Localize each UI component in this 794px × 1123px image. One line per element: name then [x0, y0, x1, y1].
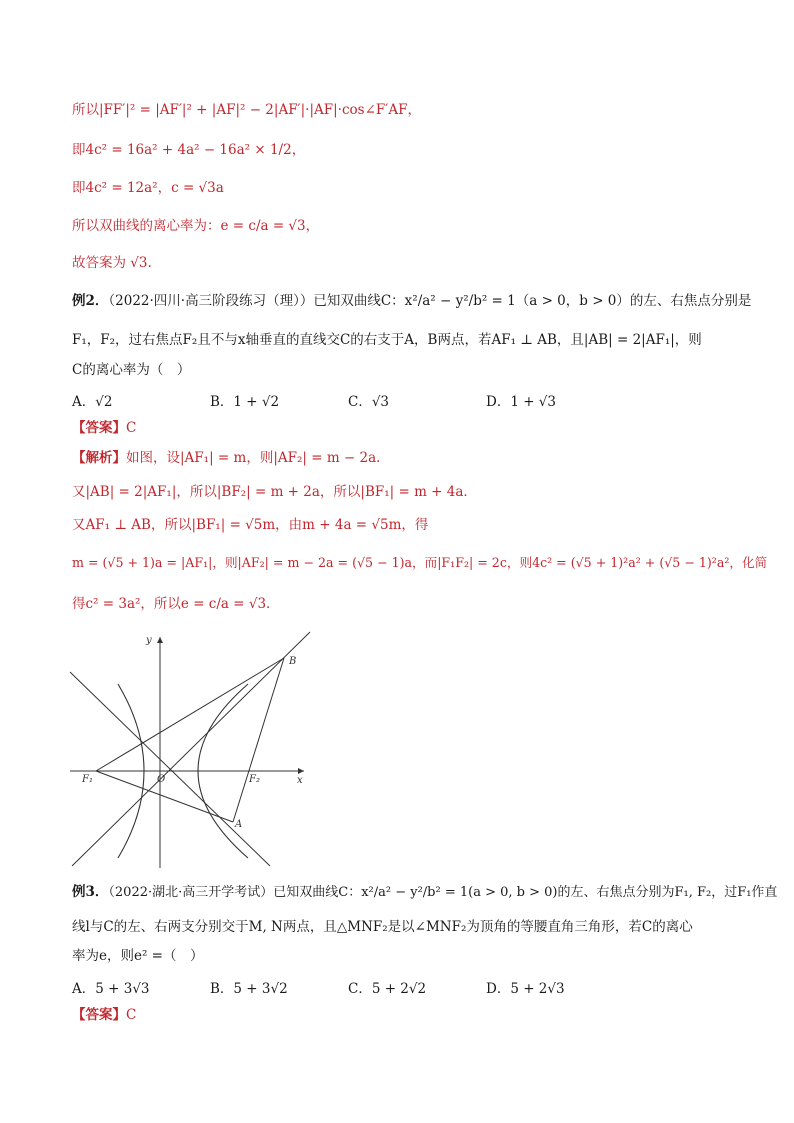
example2-analysis-line-2: 又|AB| = 2|AF₁|，所以|BF₂| = m + 2a，所以|BF₁| = m + 4a． — [72, 484, 477, 500]
example2-question-line-2: F₁，F₂，过右焦点F₂且不与x轴垂直的直线交C的右支于A，B两点，若AF₁ ⊥ AB，且|AB| = 2|AF₁|，则 — [72, 332, 702, 348]
example3-question-line-1 — [72, 882, 777, 903]
asymptote-2 — [72, 632, 310, 866]
example3-question-line-2: 线l与C的左、右两支分别交于M, N两点，且△MNF₂是以∠MNF₂为顶角的等腰直角三角形，若C的离心 — [72, 919, 693, 935]
example2-answer — [72, 418, 136, 438]
example3-option-b: B．5 + 3√2 — [210, 981, 288, 997]
solution-line-4: 所以双曲线的离心率为：e = c/a = √3， — [72, 218, 320, 234]
answer-tag: 【答案】 — [72, 420, 126, 436]
example2-option-d: D．1 + √3 — [486, 394, 556, 410]
segment-f1-b — [96, 658, 284, 771]
example3-option-c: C．5 + 2√2 — [348, 981, 427, 997]
answer-value: C — [126, 420, 137, 436]
example2-question-line-3: C的离心率为（ ） — [72, 362, 191, 378]
example2-analysis-line-4: m = (√5 + 1)a = |AF₁|，则|AF₂| = m − 2a = (√5 − 1)a，而|F₁F₂| = 2c，则4c² = (√5 + 1)²a² + (√5 − 1)²a²，化简 — [72, 555, 768, 570]
answer-tag: 【答案】 — [72, 1007, 126, 1023]
solution-line-3: 即4c² = 12a²，c = √3a — [72, 180, 224, 196]
example3-answer — [72, 1005, 136, 1025]
f1-label: F₁ — [82, 774, 93, 785]
example3-q1: （2022·湖北·高三开学考试）已知双曲线C：x²/a² − y²/b² = 1(a > 0, b > 0)的左、右焦点分别为F₁, F₂，过F₁作直 — [108, 885, 778, 900]
example3-tag: 例3． — [72, 884, 109, 900]
point-b-label: B — [289, 656, 297, 667]
example2-analysis-line-5: 得c² = 3a²，所以e = c/a = √3． — [72, 596, 280, 612]
example3-question-line-3: 率为e，则e² =（ ） — [72, 948, 204, 964]
y-axis-label: y — [146, 635, 152, 646]
hyperbola-figure — [68, 630, 328, 870]
example2-option-b: B．1 + √2 — [210, 394, 280, 410]
solution-line-2: 即4c² = 16a² + 4a² − 16a² × 1/2， — [72, 142, 306, 158]
f2-label: F₂ — [249, 774, 260, 785]
analysis-tag: 【解析】 — [72, 450, 126, 466]
example2-q1: （2022·四川·高三阶段练习（理））已知双曲线C：x²/a² − y²/b² = 1（a > 0，b > 0）的左、右焦点分别是 — [108, 293, 752, 309]
answer-value: C — [126, 1007, 137, 1023]
example3-option-d: D．5 + 2√3 — [486, 981, 565, 997]
example3-option-a: A．5 + 3√3 — [72, 981, 150, 997]
solution-line-5: 故答案为 √3. — [72, 255, 152, 271]
solution-line-1: 所以|FF′|² = |AF′|² + |AF|² − 2|AF′|·|AF|·cos∠F′AF， — [72, 102, 421, 118]
point-a-label: A — [235, 819, 243, 830]
example2-analysis-line-1 — [72, 448, 390, 468]
example2-tag: 例2． — [72, 293, 109, 309]
example2-option-a: A．√2 — [72, 394, 113, 410]
analysis-s1: 如图，设|AF₁| = m，则|AF₂| = m − 2a． — [126, 450, 390, 466]
example2-option-c: C．√3 — [348, 394, 390, 410]
x-axis-label: x — [297, 775, 303, 786]
origin-label: O — [157, 774, 166, 785]
example2-question-line-1 — [72, 291, 751, 311]
example2-analysis-line-3: 又AF₁ ⊥ AB，所以|BF₁| = √5m，由m + 4a = √5m，得 — [72, 517, 429, 533]
